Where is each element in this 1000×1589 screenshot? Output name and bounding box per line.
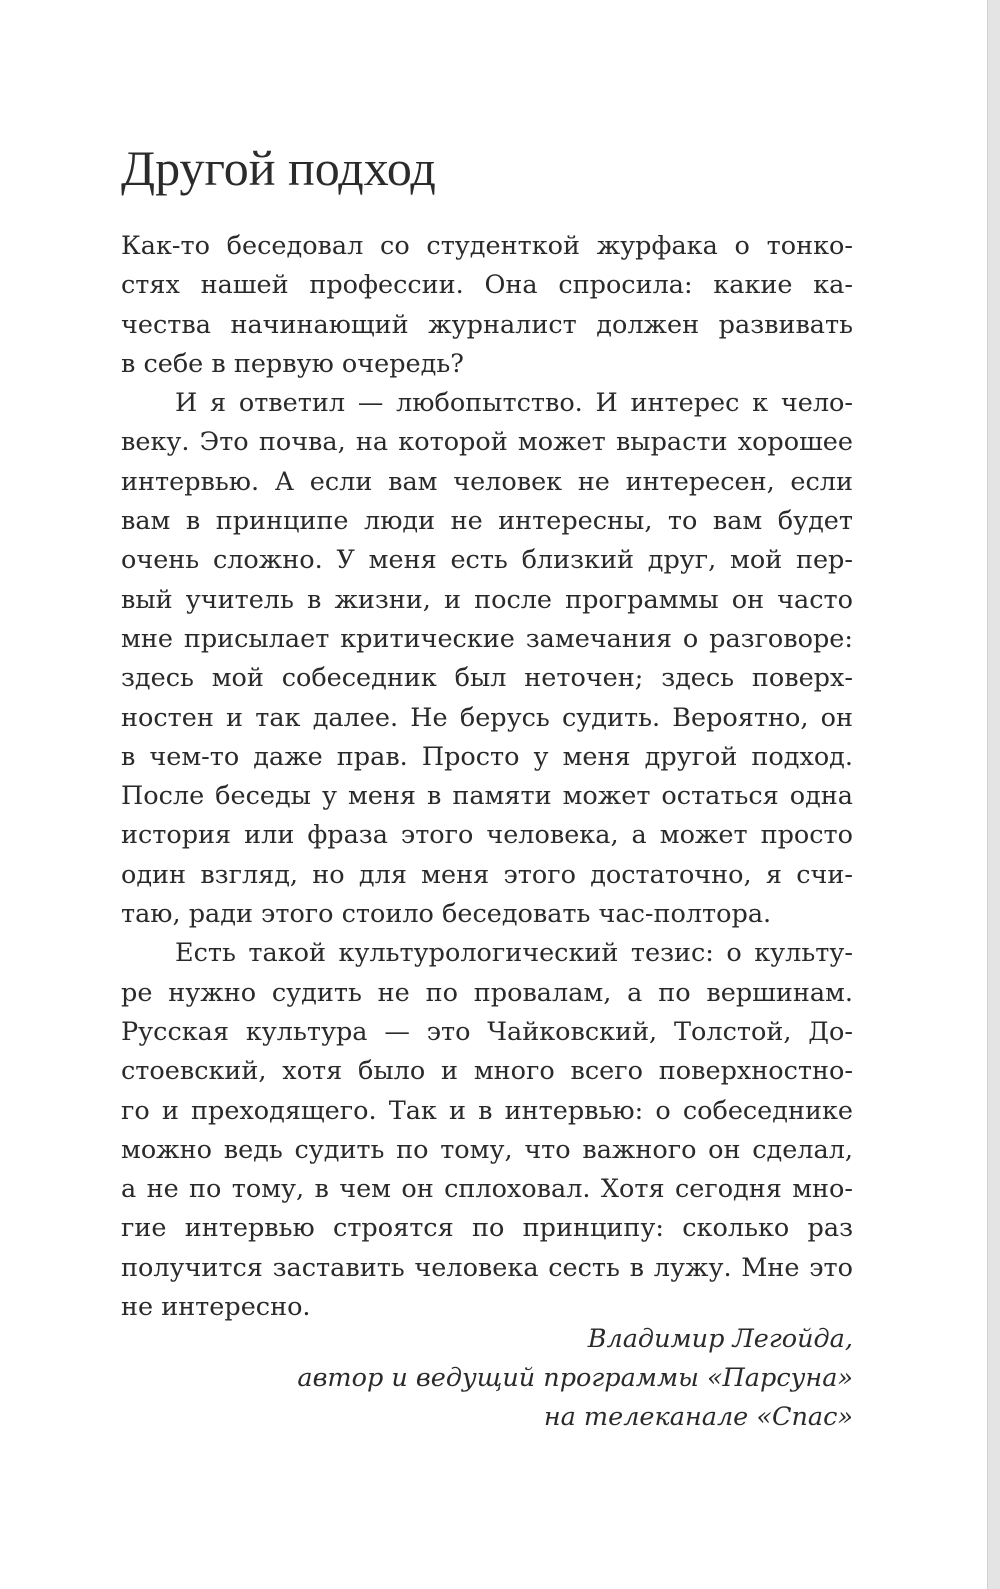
text-line: вый учитель в жизни, и после программы он часто [121,584,853,615]
paragraph [121,934,853,1327]
text-line: здесь мой собеседник был неточен; здесь поверх- [121,663,853,694]
text-line: ностен и так далее. Не берусь судить. Вероятно, он [121,702,853,733]
text-line: таю, ради этого стоило беседовать час-полтора. [121,899,772,930]
signature-role: автор и ведущий программы «Парсуна» [297,1363,853,1393]
text-line: стоевский, хотя было и много всего поверхностно- [121,1056,853,1087]
text-line: го и преходящего. Так и в интервью: о собеседнике [121,1095,853,1126]
text-line: один взгляд, но для меня этого достаточно, я счи- [121,859,853,890]
chapter-title: Другой подход [121,140,436,196]
text-line: история или фраза этого человека, а может просто [121,820,853,851]
text-line: Русская культура — это Чайковский, Толстой, До- [121,1016,853,1047]
text-line: а не по тому, в чем он сплоховал. Хотя сегодня мно- [121,1174,853,1205]
text-line: Как-то беседовал со студенткой журфака о тонко- [121,231,853,261]
text-line: После беседы у меня в памяти может остаться одна [121,781,853,812]
text-line: интервью. А если вам человек не интересен, если [121,466,853,497]
paragraph [121,384,853,934]
text-line: в чем-то даже прав. Просто у меня другой подход. [121,741,853,772]
paragraph [121,227,853,384]
text-line: можно ведь судить по тому, что важного он сделал, [121,1134,853,1165]
text-line: веку. Это почва, на которой может вырасти хорошее [121,427,853,458]
text-line: И я ответил — любопытство. И интерес к чело- [175,388,853,419]
author-signature [121,1320,853,1437]
text-line: получится заставить человека сесть в лужу. Мне это [121,1252,853,1283]
text-line: вам в принципе люди не интересны, то вам будет [121,506,853,537]
signature-name: Владимир Легойда, [587,1324,853,1354]
text-line: очень сложно. У меня есть близкий друг, мой пер- [121,545,853,576]
signature-channel: на телеканале «Спас» [543,1402,853,1432]
text-line: гие интервью строятся по принципу: сколько раз [121,1213,853,1244]
text-line: мне присылает критические замечания о разговоре: [121,623,853,654]
text-line: не интересно. [121,1292,311,1323]
text-line: стях нашей профессии. Она спросила: какие ка- [121,270,853,301]
text-line: ре нужно судить не по провалам, а по вершинам. [121,977,853,1008]
text-line: в себе в первую очередь? [121,348,464,379]
body-text [121,227,853,1327]
text-line: Есть такой культурологический тезис: о культу- [175,938,853,969]
text-line: чества начинающий журналист должен развивать [121,309,853,340]
